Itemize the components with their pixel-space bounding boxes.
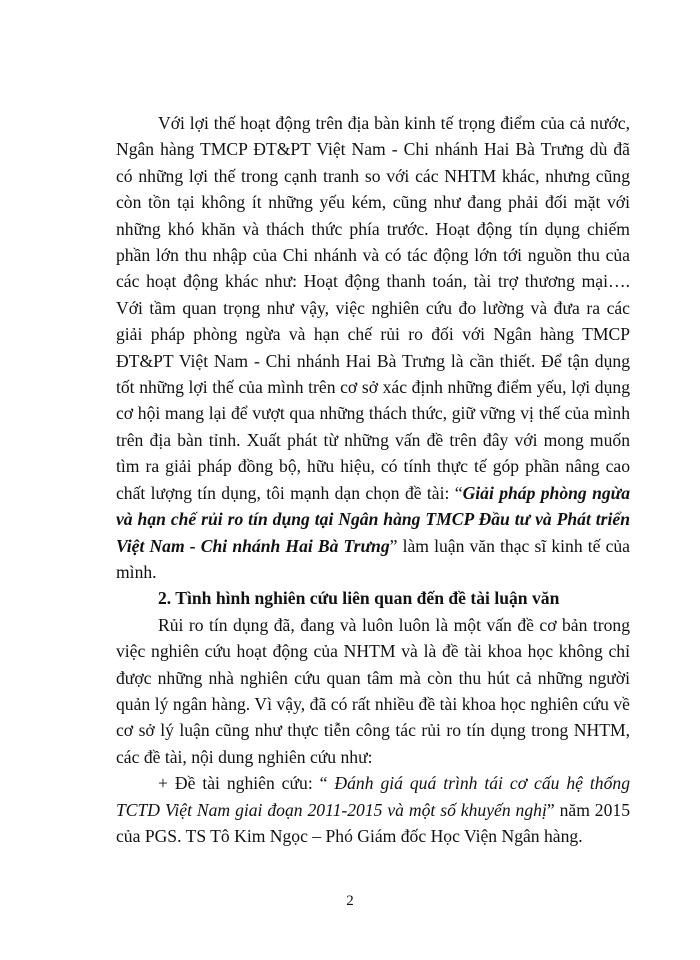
paragraph-study-reference bbox=[116, 770, 630, 849]
paragraph-research-overview: Rủi ro tín dụng đã, đang và luôn luôn là một vấn đề cơ bản trong việc nghiên cứu hoạt động của NHTM và là đề tài khoa học không chỉ được những nhà nghiên cứu quan tâm mà còn thu hút cả những người quản lý ngân hàng. Vì vậy, đã có rất nhiều đề tài khoa học nghiên cứu về cơ sở lý luận cũng như thực tiễn công tác rủi ro tín dụng trong NHTM, các đề tài, nội dung nghiên cứu như: bbox=[116, 614, 630, 767]
section-heading: 2. Tình hình nghiên cứu liên quan đến đề tài luận văn bbox=[158, 588, 560, 609]
thesis-title: Giải pháp phòng ngừa và hạn chế rủi ro tín dụng tại Ngân hàng TMCP Đầu tư và Phát triển Việt Nam - Chi nhánh Hai Bà Trưng bbox=[116, 482, 631, 556]
paragraph-rationale bbox=[116, 110, 630, 585]
document-body bbox=[116, 110, 630, 849]
paragraph-rationale-ending: ” làm luận văn thạc sĩ kinh tế của mình. bbox=[116, 535, 630, 582]
paragraph-rationale-text: Với lợi thế hoạt động trên địa bàn kinh tế trọng điểm của cả nước, Ngân hàng TMCP ĐT&PT Việt Nam - Chi nhánh Hai Bà Trưng dù đã có những lợi thế trong cạnh tranh so với các NHTM khác, nhưng cũng còn tồn tại không ít những yếu kém, cũng như đang phải đối mặt với những khó khăn và thách thức phía trước. Hoạt động tín dụng chiếm phần lớn thu nhập của Chi nhánh và có tác động lớn tới nguồn thu của các hoạt động khác như: Hoạt động thanh toán, tài trợ thương mại…. Với tầm quan trọng như vậy, việc nghiên cứu đo lường và đưa ra các giải pháp phòng ngừa và hạn chế rủi ro đối với Ngân hàng TMCP ĐT&PT Việt Nam - Chi nhánh Hai Bà Trưng là cần thiết. Để tận dụng tốt những lợi thế của mình trên cơ sở xác định những điểm yếu, lợi dụng cơ hội mang lại để vượt qua những thách thức, giữ vững vị thế của mình trên địa bàn tỉnh. Xuất phát từ những vấn đề trên đây với mong muốn tìm ra giải pháp đồng bộ, hữu hiệu, có tính thực tế góp phần nâng cao chất lượng tín dụng, tôi mạnh dạn chọn đề tài: “ bbox=[116, 113, 630, 503]
study-title: Đánh giá quá trình tái cơ cấu hệ thống TCTD Việt Nam giai đoạn 2011-2015 và một số khuyến nghị bbox=[116, 773, 630, 820]
study-reference-suffix: ” năm 2015 của PGS. TS Tô Kim Ngọc – Phó Giám đốc Học Viện Ngân hàng. bbox=[116, 799, 630, 846]
page-number: 2 bbox=[346, 893, 354, 909]
study-reference-prefix: + Đề tài nghiên cứu: “ bbox=[158, 773, 335, 794]
